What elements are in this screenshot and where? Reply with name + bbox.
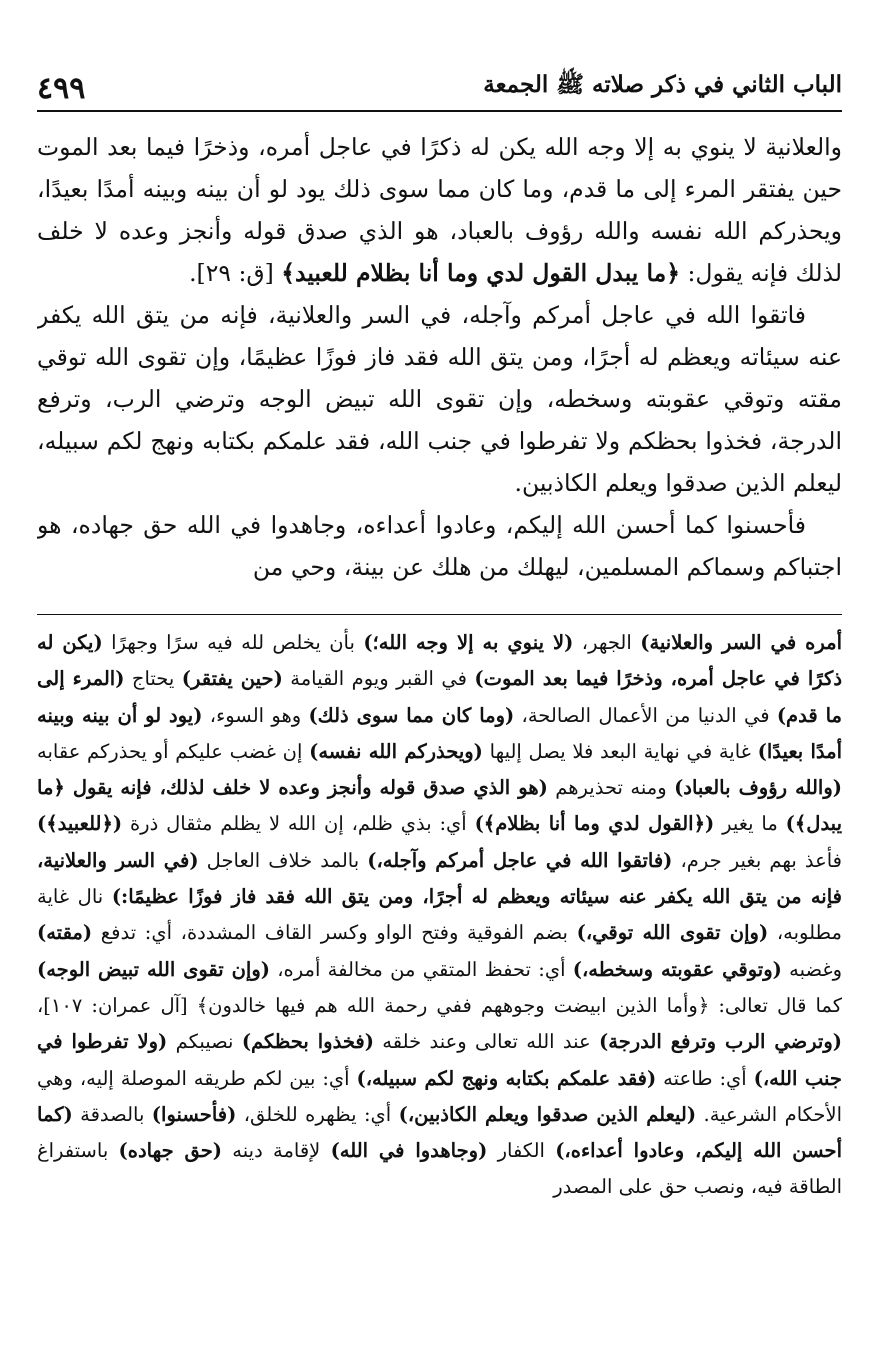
text-run: [ق: ٢٩].: [189, 259, 282, 287]
quoted-matn: (وجاهدوا في الله): [330, 1139, 488, 1163]
commentary-run: بالمد خلاف العاجل: [198, 848, 368, 872]
commentary-run: وهو السوء،: [202, 703, 309, 727]
commentary-run: فأعذ بهم بغير جرم،: [672, 848, 842, 872]
quoted-matn: (فأحسنوا): [151, 1102, 237, 1126]
commentary-run: الكفار: [487, 1139, 556, 1163]
quoted-matn: (ولا تفرطوا في جنب الله،): [37, 1030, 842, 1090]
commentary-run: عند الله تعالى وعند خلقه: [373, 1030, 600, 1054]
commentary-text: [37, 625, 842, 1325]
quoted-matn: (﴿القول لدي وما أنا بظلام﴾): [474, 812, 715, 836]
quoted-matn: (حق جهاده): [118, 1139, 223, 1163]
commentary-run: لإقامة دينه: [222, 1139, 331, 1163]
quoted-matn: (حين يفتقر): [181, 667, 283, 691]
quoted-matn: (ليعلم الذين صدقوا ويعلم الكاذبين،): [398, 1102, 697, 1126]
quoted-matn: (وما كان مما سوى ذلك): [308, 703, 515, 727]
quoted-matn: (كما أحسن الله إليكم، وعادوا أعداءه،): [37, 1102, 842, 1163]
commentary-run: أي: بذي ظلم، إن الله لا يظلم مثقال ذرة: [122, 812, 475, 836]
commentary-run: باستفراغ الطاقة فيه، ونصب حق على المصدر: [37, 1139, 842, 1199]
quoted-matn: (والله رؤوف بالعباد): [674, 776, 842, 800]
commentary-run: بأن يخلص لله فيه سرًا وجهرًا: [102, 631, 364, 654]
page-number: ٤٩٩: [37, 71, 86, 106]
main-paragraph: [37, 294, 842, 504]
main-text: [37, 126, 842, 606]
commentary-run: أي: بين لكم طريقه الموصلة إليه، وهي الأحكام الشرعية.: [37, 1066, 842, 1126]
quoted-matn: (مقته): [37, 921, 93, 945]
quoted-matn: (المرء إلى ما قدم): [37, 667, 842, 727]
commentary-run: في الدنيا من الأعمال الصالحة،: [514, 703, 777, 727]
text-run: والعلانية لا ينوي به إلا وجه الله يكن له ذكرًا في عاجل أمره، وذخرًا فيما بعد الموت حين يفتقر المرء إلى ما قدم، وما كان مما سوى ذلك يود لو أن بينه وبينه أمدًا بعيدًا، ويحذركم الله نفسه والله رؤوف بالعباد، هو الذي صدق قوله وأنجز وعده لا خلف لذلك فإنه يقول:: [37, 133, 842, 287]
running-head: الباب الثاني في ذكر صلاته ﷺ الجمعة: [483, 71, 842, 98]
text-run: فاتقوا الله في عاجل أمركم وآجله، في السر والعلانية، فإنه من يتق الله يكفر عنه سيئاته ويعظم له أجرًا، ومن يتق الله فقد فاز فوزًا عظيمًا، وإن تقوى الله توقي مقته وتوقي عقوبته وسخطه، وإن تقوى الله تبيض الوجه وترضي الرب، وترفع الدرجة، فخذوا بحظكم ولا تفرطوا في جنب الله، فقد علمكم بكتابه ونهج لكم سبيله، ليعلم الذين صدقوا ويعلم الكاذبين.: [37, 301, 842, 497]
quoted-matn: (فاتقوا الله في عاجل أمركم وآجله،): [367, 848, 673, 872]
quoted-matn: (في السر والعلانية، فإنه من يتق الله يكفر عنه سيئاته ويعظم له أجرًا، ومن يتق الله فقد فاز فوزًا عظيمًا:): [37, 848, 842, 909]
quoted-matn: (ويحذركم الله نفسه): [309, 739, 483, 763]
commentary-run: كما قال تعالى: ﴿وأما الذين ابيضت وجوههم ففي رحمة الله هم فيها خالدون﴾ [آل عمران: ١٠٧]،: [37, 993, 842, 1017]
commentary-run: بضم الفوقية وفتح الواو وكسر القاف المشددة، أي: تدفع: [92, 921, 577, 945]
quoted-matn: (لا ينوي به إلا وجه الله؛): [363, 631, 574, 654]
commentary-paragraph: [37, 625, 842, 1206]
commentary-run: ومنه تحذيرهم: [547, 776, 675, 800]
quoted-matn: (فخذوا بحظكم): [241, 1030, 374, 1054]
main-paragraph: [37, 504, 842, 588]
quoted-matn: أمره في السر والعلانية): [640, 631, 842, 654]
commentary-run: في القبر ويوم القيامة: [282, 667, 475, 691]
commentary-run: وغضبه: [781, 957, 842, 981]
commentary-run: يحتاج: [124, 667, 182, 691]
commentary-run: بالصدقة: [72, 1102, 152, 1126]
quoted-matn: (وترضي الرب وترفع الدرجة): [599, 1030, 842, 1054]
quoted-matn: (﴿للعبيد﴾): [37, 812, 123, 836]
main-paragraph: [37, 126, 842, 294]
commentary-run: أي: تحفظ المتقي من مخالفة أمره،: [269, 957, 573, 981]
commentary-run: نال غاية مطلوبه،: [37, 885, 842, 945]
quoted-matn: (يكن له ذكرًا في عاجل أمره، وذخرًا فيما بعد الموت): [37, 631, 842, 691]
quoted-matn: (وإن تقوى الله توقي،): [576, 921, 769, 945]
commentary-run: أي: يظهره للخلق،: [236, 1102, 399, 1126]
commentary-run: الجهر،: [573, 631, 641, 654]
commentary-run: غاية في نهاية البعد فلا يصل إليها: [482, 739, 758, 763]
text-run: فأحسنوا كما أحسن الله إليكم، وعادوا أعداءه، وجاهدوا في الله حق جهاده، هو اجتباكم وسماكم المسلمين، ليهلك من هلك عن بينة، وحي من: [37, 511, 842, 581]
footnote-divider: [37, 614, 842, 615]
quoted-matn: (يود لو أن بينه وبينه أمدًا بعيدًا): [37, 703, 842, 763]
quoted-matn: (وتوقي عقوبته وسخطه،): [572, 957, 782, 981]
commentary-run: أي: طاعته: [656, 1066, 754, 1090]
quoted-matn: (فقد علمكم بكتابه ونهج لكم سبيله،): [356, 1066, 657, 1090]
quoted-matn: (وإن تقوى الله تبيض الوجه): [37, 957, 270, 981]
commentary-run: نصيبكم: [167, 1030, 242, 1054]
commentary-run: إن غضب عليكم أو يحذركم عقابه: [37, 739, 310, 763]
page-header: [37, 62, 842, 112]
commentary-run: ما يغير: [714, 812, 786, 836]
quoted-matn: (هو الذي صدق قوله وأنجز وعده لا خلف لذلك، فإنه يقول ﴿ما يبدل﴾): [37, 776, 842, 836]
quoted-text: ﴿ما يبدل القول لدي وما أنا بظلام للعبيد﴾: [281, 259, 681, 287]
